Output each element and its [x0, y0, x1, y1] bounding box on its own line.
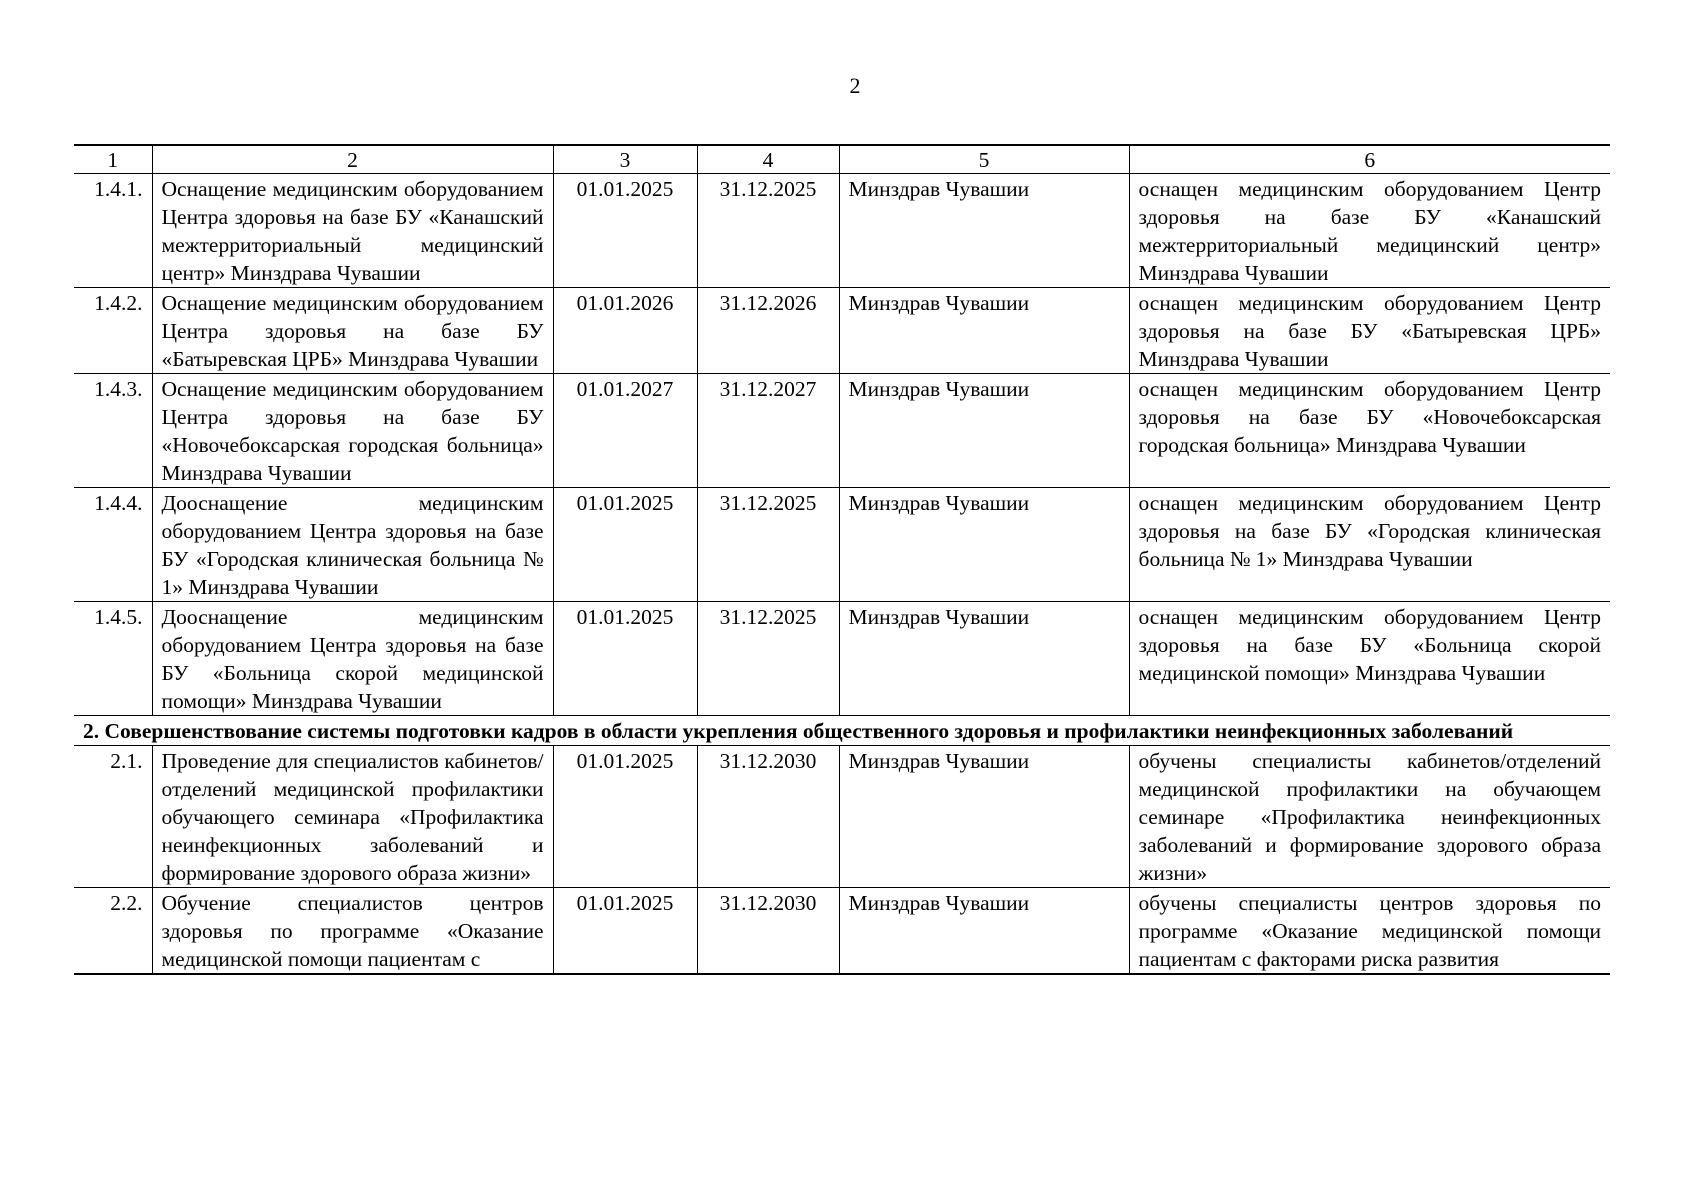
item-number: 2.1.: [74, 746, 152, 888]
expected-result: оснащен медицинским оборудованием Центр здоровья на базе БУ «Городская клиническая больница № 1» Минздрава Чувашии: [1129, 488, 1610, 602]
expected-result: обучены специалисты центров здоровья по программе «Оказание медицинской помощи пациентам с факторами риска развития: [1129, 888, 1610, 975]
end-date: 31.12.2025: [697, 602, 839, 716]
end-date: 31.12.2030: [697, 888, 839, 975]
start-date: 01.01.2025: [553, 746, 697, 888]
expected-result: оснащен медицинским оборудованием Центр здоровья на базе БУ «Больница скорой медицинской помощи» Минздрава Чувашии: [1129, 602, 1610, 716]
item-number: 1.4.4.: [74, 488, 152, 602]
column-number: 6: [1129, 145, 1610, 174]
activity-name: Оснащение медицинским оборудованием Центра здоровья на базе БУ «Новочебоксарская городская больница» Минздрава Чувашии: [152, 374, 553, 488]
end-date: 31.12.2026: [697, 288, 839, 374]
executor: Минздрав Чувашии: [839, 746, 1129, 888]
activity-name: Оснащение медицинским оборудованием Центра здоровья на базе БУ «Батыревская ЦРБ» Минздрава Чувашии: [152, 288, 553, 374]
executor: Минздрав Чувашии: [839, 888, 1129, 975]
table-row: [74, 374, 1610, 488]
action-plan-table: [74, 144, 1610, 975]
executor: Минздрав Чувашии: [839, 174, 1129, 288]
executor: Минздрав Чувашии: [839, 602, 1129, 716]
item-number: 1.4.2.: [74, 288, 152, 374]
start-date: 01.01.2025: [553, 174, 697, 288]
item-number: 2.2.: [74, 888, 152, 975]
start-date: 01.01.2025: [553, 888, 697, 975]
end-date: 31.12.2025: [697, 174, 839, 288]
column-number: 5: [839, 145, 1129, 174]
end-date: 31.12.2030: [697, 746, 839, 888]
table-row: [74, 174, 1610, 288]
item-number: 1.4.3.: [74, 374, 152, 488]
activity-name: Проведение для специалистов кабинетов/отделений медицинской профилактики обучающего семинара «Профилактика неинфекционных заболеваний и формирование здорового образа жизни»: [152, 746, 553, 888]
activity-name: Обучение специалистов центров здоровья по программе «Оказание медицинской помощи пациентам с: [152, 888, 553, 975]
column-number: 1: [74, 145, 152, 174]
start-date: 01.01.2025: [553, 602, 697, 716]
table-row: [74, 488, 1610, 602]
page-number: 2: [849, 73, 861, 98]
executor: Минздрав Чувашии: [839, 374, 1129, 488]
executor: Минздрав Чувашии: [839, 288, 1129, 374]
column-number-row: [74, 145, 1610, 174]
section-heading-row: [74, 716, 1610, 746]
table-row: [74, 746, 1610, 888]
item-number: 1.4.1.: [74, 174, 152, 288]
activity-name: Дооснащение медицинским оборудованием Центра здоровья на базе БУ «Больница скорой медицинской помощи» Минздрава Чувашии: [152, 602, 553, 716]
table-row: [74, 288, 1610, 374]
column-number: 4: [697, 145, 839, 174]
expected-result: оснащен медицинским оборудованием Центр здоровья на базе БУ «Новочебоксарская городская больница» Минздрава Чувашии: [1129, 374, 1610, 488]
item-number: 1.4.5.: [74, 602, 152, 716]
expected-result: обучены специалисты кабинетов/отделений медицинской профилактики на обучающем семинаре «Профилактика неинфекционных заболеваний и формирование здорового образа жизни»: [1129, 746, 1610, 888]
end-date: 31.12.2025: [697, 488, 839, 602]
executor: Минздрав Чувашии: [839, 488, 1129, 602]
expected-result: оснащен медицинским оборудованием Центр здоровья на базе БУ «Канашский межтерриториальный медицинский центр» Минздрава Чувашии: [1129, 174, 1610, 288]
column-number: 2: [152, 145, 553, 174]
start-date: 01.01.2027: [553, 374, 697, 488]
table-row: [74, 602, 1610, 716]
column-number: 3: [553, 145, 697, 174]
expected-result: оснащен медицинским оборудованием Центр здоровья на базе БУ «Батыревская ЦРБ» Минздрава Чувашии: [1129, 288, 1610, 374]
end-date: 31.12.2027: [697, 374, 839, 488]
activity-name: Дооснащение медицинским оборудованием Центра здоровья на базе БУ «Городская клиническая больница № 1» Минздрава Чувашии: [152, 488, 553, 602]
table-row: [74, 888, 1610, 975]
start-date: 01.01.2026: [553, 288, 697, 374]
activity-name: Оснащение медицинским оборудованием Центра здоровья на базе БУ «Канашский межтерриториальный медицинский центр» Минздрава Чувашии: [152, 174, 553, 288]
section-heading: 2. Совершенствование системы подготовки кадров в области укрепления общественного здоровья и профилактики неинфекционных заболеваний: [74, 716, 1610, 746]
start-date: 01.01.2025: [553, 488, 697, 602]
